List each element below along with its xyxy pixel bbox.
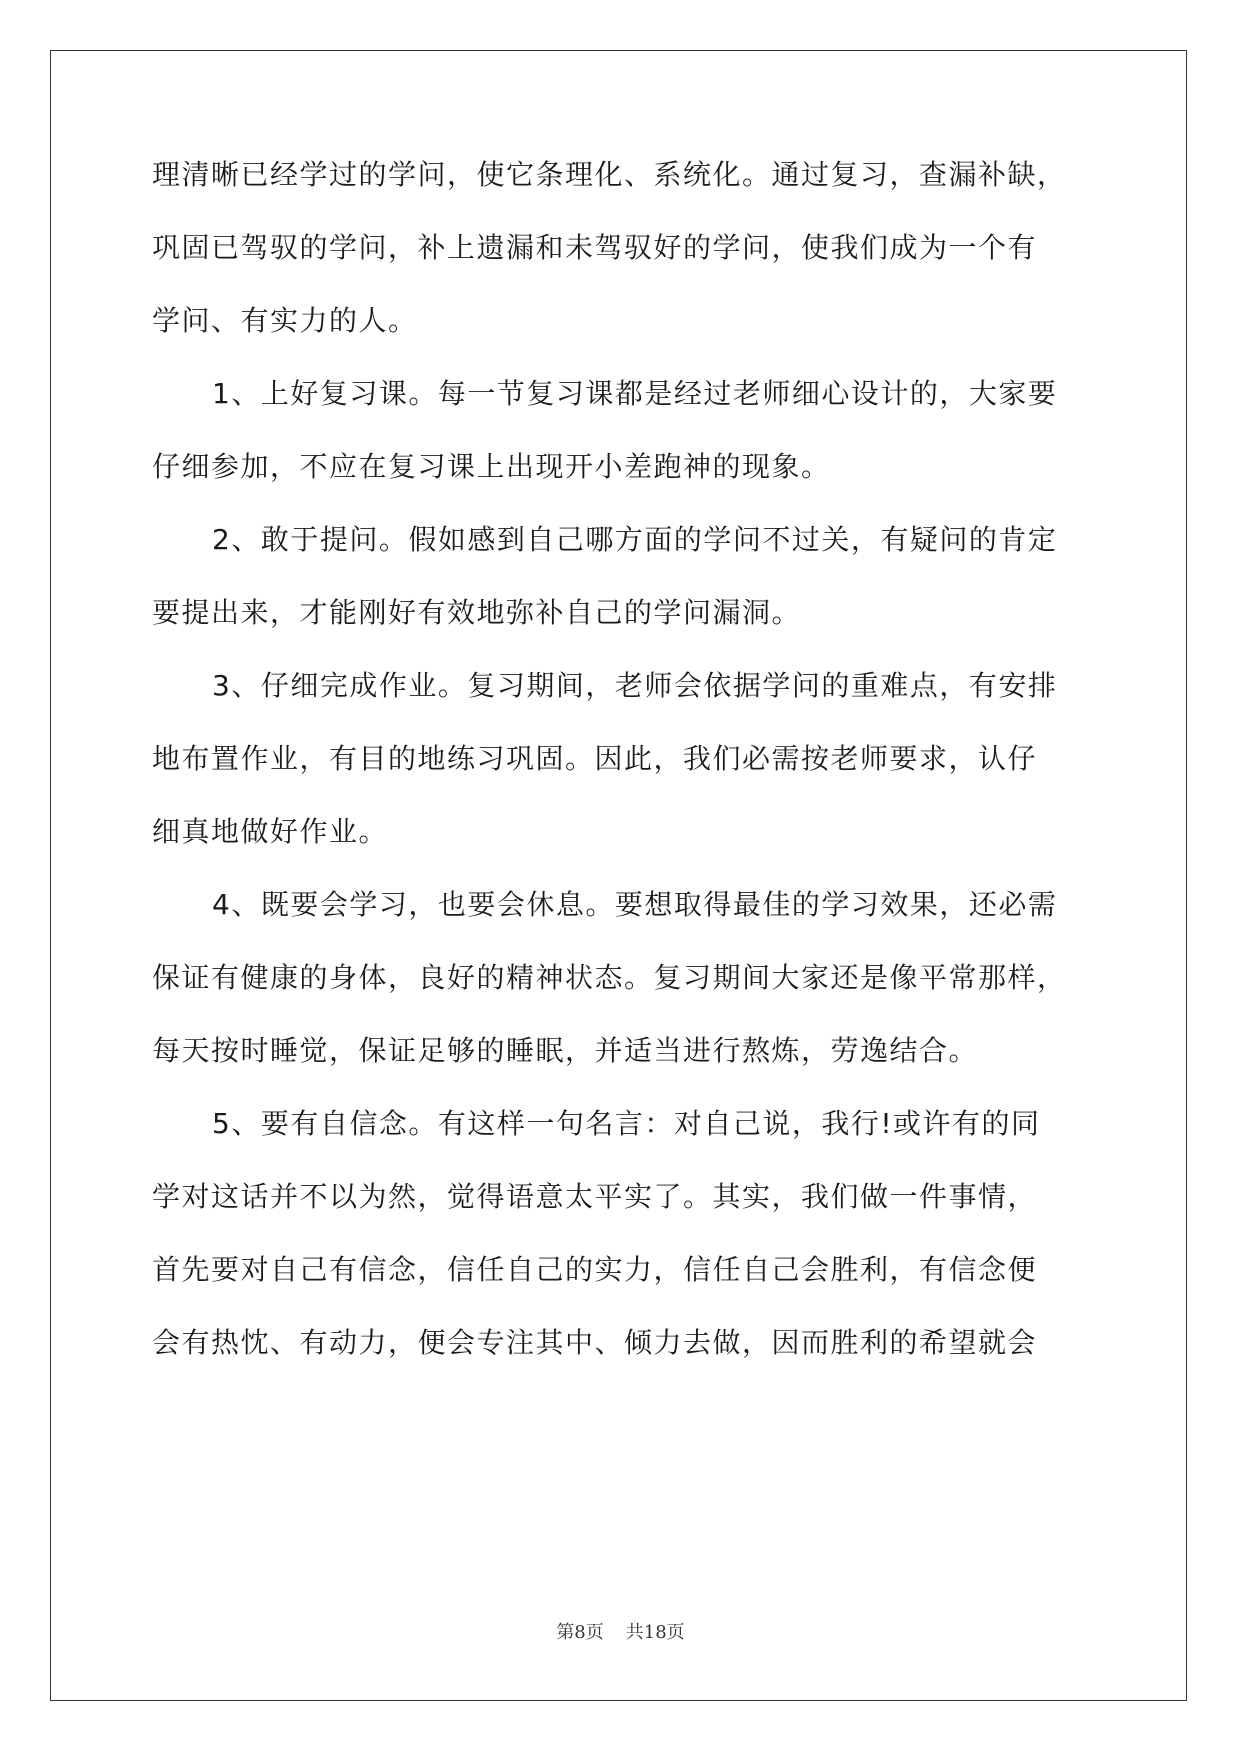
text-line: 1、上好复习课。每一节复习课都是经过老师细心设计的，大家要: [212, 377, 1058, 410]
text-line: 2、敢于提问。假如感到自己哪方面的学问不过关，有疑问的肯定: [212, 523, 1058, 556]
page-number-current: 第8页: [556, 1622, 604, 1643]
text-line: 3、仔细完成作业。复习期间，老师会依据学问的重难点，有安排: [212, 669, 1058, 702]
text-line: 每天按时睡觉，保证足够的睡眠，并适当进行熬炼，劳逸结合。: [152, 1034, 979, 1067]
page-border: [50, 50, 1187, 1701]
text-line: 5、要有自信念。有这样一句名言：对自己说，我行!或许有的同: [212, 1107, 1041, 1140]
text-line: 学对这话并不以为然，觉得语意太平实了。其实，我们做一件事情，: [152, 1180, 1038, 1213]
text-line: 要提出来，才能刚好有效地弥补自己的学问漏洞。: [152, 596, 802, 629]
text-line: 理清晰已经学过的学问，使它条理化、系统化。通过复习，查漏补缺，: [152, 158, 1067, 191]
page-footer: [0, 1618, 1241, 1644]
page-number-total: 共18页: [625, 1622, 685, 1643]
text-line: 细真地做好作业。: [152, 815, 389, 848]
text-line: 保证有健康的身体，良好的精神状态。复习期间大家还是像平常那样，: [152, 961, 1067, 994]
text-line: 巩固已驾驭的学问，补上遗漏和未驾驭好的学问，使我们成为一个有: [152, 231, 1038, 264]
text-line: 仔细参加，不应在复习课上出现开小差跑神的现象。: [152, 450, 831, 483]
text-line: 4、既要会学习，也要会休息。要想取得最佳的学习效果，还必需: [212, 888, 1058, 921]
text-line: 学问、有实力的人。: [152, 304, 418, 337]
text-line: 地布置作业，有目的地练习巩固。因此，我们必需按老师要求，认仔: [152, 742, 1038, 775]
text-line: 会有热忱、有动力，便会专注其中、倾力去做，因而胜利的希望就会: [152, 1326, 1038, 1359]
text-line: 首先要对自己有信念，信任自己的实力，信任自己会胜利，有信念便: [152, 1253, 1038, 1286]
